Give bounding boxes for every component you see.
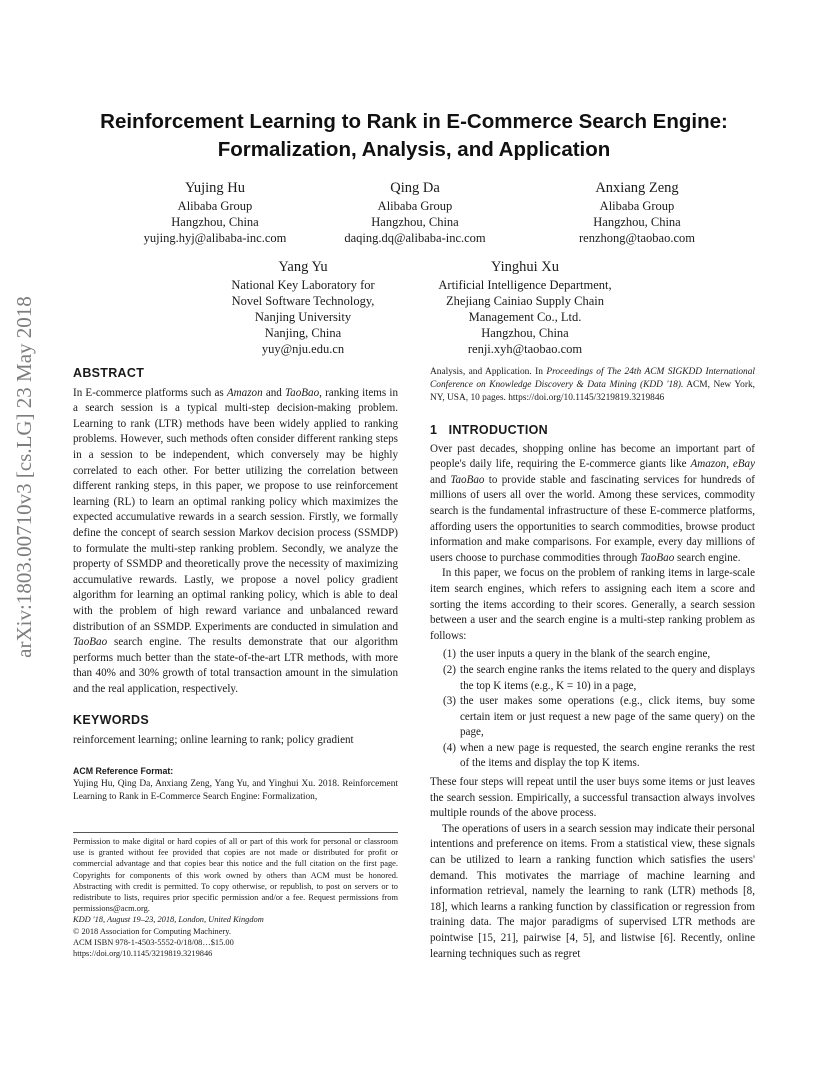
author-affiliation-1: National Key Laboratory for: [231, 278, 375, 292]
arxiv-stamp: [12, 272, 40, 682]
list-item: (2) the search engine ranks the items related to the query and displays the top K items (e.g., K = 10) in a page,: [443, 663, 755, 692]
intro-paragraph-1: Over past decades, shopping online has become an important part of people's daily life, requiring the E-commerce giants like Amazon, eBay and TaoBao to provide stable and fascinating services for hundreds of millions of users all over the world. Among these services, commodity search is the fundamental infrastructure of these E-commerce platforms, affording users the opportunities to search commodities, browse product information and make comparisons. For example, every day millions of users choose to purchase commodities through TaoBao search engine.: [430, 442, 755, 564]
author-email: daqing.dq@alibaba-inc.com: [344, 231, 486, 245]
permission-text: Permission to make digital or hard copies of all or part of this work for personal or classroom use is granted without fee provided that copies are not made or distributed for profit or commercial advantage and that copies bear this notice and the full citation on the first page. Copyrights for components of this work owned by others than ACM must be honored. Abstracting with credit is permitted. To copy otherwise, or republish, to post on servers or to redistribute to lists, requires prior specific permission and/or a fee. Request permissions from permissions@acm.org.: [73, 837, 398, 914]
acm-reference-heading: ACM Reference Format:: [73, 765, 174, 776]
intro-paragraph-4: The operations of users in a search session may indicate their personal intentions and preference on items. From a statistical view, these signals can be utilized to learn a ranking function which satisfies the users' demand. This motivates the marriage of machine learning and information retrieval, namely the learning to rank (LTR) methods [8, 18], which learns a ranking function by classification or regression from training data. The major paradigms of supervised LTR methods are pointwise [15, 21], pairwise [4, 5], and listwise [6]. Recently, online learning techniques such as regret: [430, 822, 755, 960]
keywords-text: reinforcement learning; online learning to rank; policy gradient: [73, 734, 354, 747]
author-affiliation-3: Management Co., Ltd.: [468, 310, 582, 324]
acm-reference-text: Yujing Hu, Qing Da, Anxiang Zeng, Yang Yu, and Yinghui Xu. 2018. Reinforcement Learning to Rank in E-Commerce Search Engine: Formalization,: [73, 778, 398, 802]
author-block-2: [310, 179, 520, 246]
author-affiliation-3: Nanjing University: [254, 310, 352, 324]
author-name: Yang Yu: [278, 259, 328, 275]
list-item: (3) the user makes some operations (e.g., click items, buy some certain item or just request a new page of the same query) on the page,: [443, 695, 755, 739]
author-affiliation: Alibaba Group: [177, 199, 253, 213]
author-block-3: [532, 179, 742, 246]
title-line-1: Reinforcement Learning to Rank in E-Commerce Search Engine:: [100, 110, 728, 133]
author-block-1: [110, 179, 320, 246]
doi-line: https://doi.org/10.1145/3219819.3219846: [73, 949, 213, 959]
keywords-heading: KEYWORDS: [73, 713, 150, 728]
author-affiliation: Alibaba Group: [377, 199, 453, 213]
abstract-body: In E-commerce platforms such as Amazon and TaoBao, ranking items in a search session is a typical multi-step decision-making problem. Learning to rank (LTR) methods have been widely applied to ranking problems. However, such methods often consider different ranking steps in a session to be independent, which conversely may be highly correlated to each other. For better utilizing the correlation between different ranking steps, in this paper, we propose to use reinforcement learning (RL) to learn an optimal ranking policy which maximizes the expected accumulative rewards in a search session. Firstly, we formally define the concept of search session Markov decision process (SSMDP) to formulate the multi-step ranking problem. Secondly, we analyze the property of SSMDP and theoretically prove the necessity of maximizing accumulative rewards. Lastly, we propose a novel policy gradient algorithm for learning an optimal ranking policy, which is able to deal with the problem of high reward variance and unbalanced reward distribution of an SSMDP. Experiments are conducted in simulation and TaoBao search engine. The results demonstrate that our algorithm performs much better than the state-of-the-art LTR methods, with more than 40% and 30% growth of total transaction amount in the simulation and the real application, respectively.: [73, 386, 398, 695]
author-name: Anxiang Zeng: [595, 180, 679, 196]
introduction-heading: 1 INTRODUCTION: [430, 423, 548, 437]
conference-line: KDD '18, August 19–23, 2018, London, United Kingdom: [73, 915, 264, 925]
author-block-5: [410, 258, 640, 357]
author-email: renzhong@taobao.com: [579, 231, 695, 245]
intro-paragraph-2: In this paper, we focus on the problem of ranking items in large-scale item search engines, which refers to assigning each item a score and sorting the items according to their scores. Generally, a search session between a user and the search engine is a multi-step ranking problem as follows:: [430, 567, 755, 642]
session-steps-list: [430, 647, 755, 772]
author-affiliation-2: Zhejiang Cainiao Supply Chain: [446, 294, 604, 308]
author-name: Yinghui Xu: [490, 259, 560, 275]
acm-reference: [73, 765, 398, 804]
author-location: Hangzhou, China: [171, 215, 259, 229]
copyright-footnote: [73, 836, 398, 959]
copyright-line: © 2018 Association for Computing Machinery.: [73, 926, 231, 936]
list-item: (1) the user inputs a query in the blank of the search engine,: [443, 648, 711, 661]
author-name: Yujing Hu: [184, 180, 246, 196]
author-email: renji.xyh@taobao.com: [467, 342, 583, 356]
footnote-rule: [73, 832, 398, 833]
author-affiliation: Alibaba Group: [599, 199, 675, 213]
isbn-line: ACM ISBN 978-1-4503-5552-0/18/08…$15.00: [73, 937, 234, 947]
intro-paragraph-3: These four steps will repeat until the user buys some items or just leaves the search session. Empirically, a successful transaction always involves multiple rounds of the above process.: [430, 776, 755, 820]
author-location: Hangzhou, China: [481, 326, 569, 340]
author-location: Hangzhou, China: [371, 215, 459, 229]
author-email: yujing.hyj@alibaba-inc.com: [143, 231, 287, 245]
arxiv-stamp-text: arXiv:1803.00710v3 [cs.LG] 23 May 2018: [12, 296, 36, 658]
author-block-4: [198, 258, 408, 357]
author-email: yuy@nju.edu.cn: [261, 342, 345, 356]
list-item: (4) when a new page is requested, the search engine reranks the rest of the items and display the top K items.: [443, 741, 755, 770]
author-location: Hangzhou, China: [593, 215, 681, 229]
author-name: Qing Da: [390, 180, 440, 196]
abstract-heading: ABSTRACT: [73, 366, 145, 380]
right-column: [430, 366, 755, 962]
author-affiliation-2: Novel Software Technology,: [231, 294, 375, 308]
paper-title: [40, 108, 788, 164]
left-column: [73, 366, 398, 804]
author-affiliation-1: Artificial Intelligence Department,: [438, 278, 612, 292]
title-line-2: Formalization, Analysis, and Application: [217, 138, 611, 161]
author-location: Nanjing, China: [264, 326, 342, 340]
acm-reference-continued: Analysis, and Application. In Proceedings of The 24th ACM SIGKDD International Conference on Knowledge Discovery & Data Mining (KDD '18). ACM, New York, NY, USA, 10 pages. https://doi.org/10.1145/3219819.3219846: [430, 367, 755, 403]
